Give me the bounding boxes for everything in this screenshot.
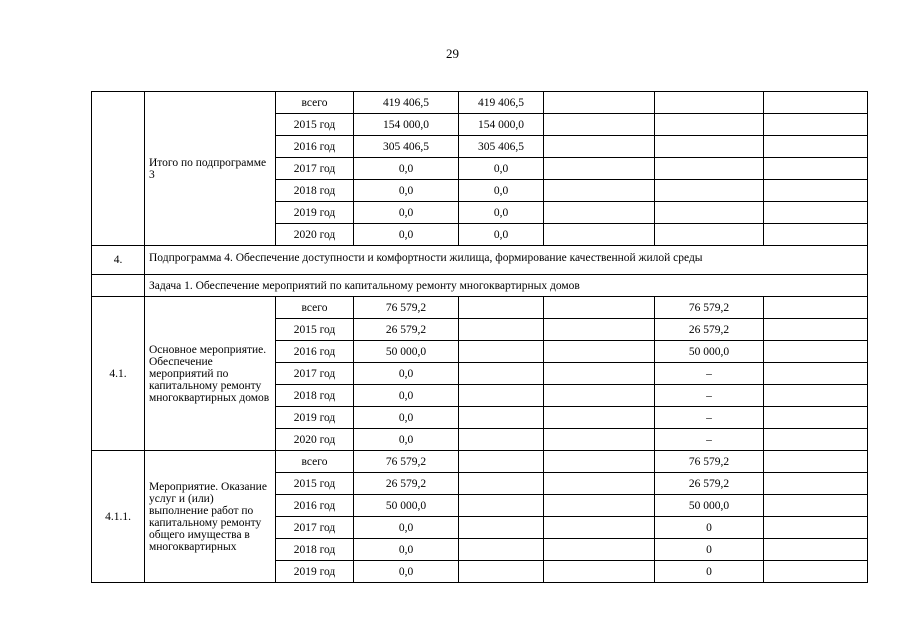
year-cell: 2017 год (276, 363, 354, 385)
year-cell: всего (276, 297, 354, 319)
value-cell: – (655, 363, 764, 385)
value-cell: 50 000,0 (655, 495, 764, 517)
task-title: Задача 1. Обеспечение мероприятий по капитальному ремонту многоквартирных домов (145, 275, 868, 297)
total-cell: 76 579,2 (354, 297, 459, 319)
total-cell: 0,0 (354, 561, 459, 583)
year-cell: 2015 год (276, 319, 354, 341)
value-cell: 26 579,2 (655, 473, 764, 495)
total-cell: 50 000,0 (354, 495, 459, 517)
value-cell: – (655, 385, 764, 407)
year-cell: 2019 год (276, 202, 354, 224)
value-cell: 419 406,5 (459, 92, 544, 114)
total-cell: 0,0 (354, 539, 459, 561)
value-cell: 0 (655, 517, 764, 539)
year-cell: всего (276, 92, 354, 114)
year-cell: 2016 год (276, 495, 354, 517)
value-cell: 154 000,0 (459, 114, 544, 136)
total-cell: 0,0 (354, 158, 459, 180)
value-cell: 0 (655, 539, 764, 561)
year-cell: 2019 год (276, 561, 354, 583)
year-cell: 2016 год (276, 136, 354, 158)
year-cell: 2015 год (276, 473, 354, 495)
year-cell: 2019 год (276, 407, 354, 429)
value-cell: 0,0 (459, 224, 544, 246)
value-cell: 305 406,5 (459, 136, 544, 158)
budget-table (91, 91, 868, 583)
year-cell: 2015 год (276, 114, 354, 136)
total-cell: 0,0 (354, 517, 459, 539)
table-row (92, 92, 868, 114)
value-cell: 76 579,2 (655, 297, 764, 319)
task-row (92, 275, 868, 297)
total-cell: 0,0 (354, 202, 459, 224)
total-cell: 26 579,2 (354, 319, 459, 341)
value-cell: – (655, 429, 764, 451)
total-cell: 419 406,5 (354, 92, 459, 114)
total-cell: 0,0 (354, 224, 459, 246)
row-number-cell (92, 92, 145, 246)
value-cell: 50 000,0 (655, 341, 764, 363)
year-cell: 2017 год (276, 517, 354, 539)
total-cell: 50 000,0 (354, 341, 459, 363)
row-number-cell: 4.1. (92, 297, 145, 451)
row-number-cell: 4. (92, 246, 145, 275)
year-cell: всего (276, 451, 354, 473)
row-name-cell: Итого по подпрограмме 3 (145, 92, 276, 246)
total-cell: 26 579,2 (354, 473, 459, 495)
year-cell: 2018 год (276, 385, 354, 407)
page-number: 29 (446, 46, 459, 61)
year-cell: 2020 год (276, 429, 354, 451)
value-cell: 0,0 (459, 202, 544, 224)
row-name-cell: Мероприятие. Оказание услуг и (или) выполнение работ по капитальному ремонту общего имущества в многоквартирных (145, 451, 276, 583)
year-cell: 2018 год (276, 180, 354, 202)
total-cell: 76 579,2 (354, 451, 459, 473)
total-cell: 0,0 (354, 385, 459, 407)
total-cell: 0,0 (354, 180, 459, 202)
row-name-cell: Основное мероприятие. Обеспечение мероприятий по капитальному ремонту многоквартирных домов (145, 297, 276, 451)
year-cell: 2018 год (276, 539, 354, 561)
table-row (92, 451, 868, 473)
total-cell: 0,0 (354, 429, 459, 451)
row-number-cell: 4.1.1. (92, 451, 145, 583)
year-cell: 2016 год (276, 341, 354, 363)
table-row (92, 297, 868, 319)
subprogram-title: Подпрограмма 4. Обеспечение доступности и комфортности жилища, формирование качественной жилой среды (145, 246, 868, 275)
total-cell: 0,0 (354, 363, 459, 385)
value-cell: 26 579,2 (655, 319, 764, 341)
year-cell: 2017 год (276, 158, 354, 180)
value-cell: 0,0 (459, 158, 544, 180)
total-cell: 154 000,0 (354, 114, 459, 136)
subprogram-row (92, 246, 868, 275)
value-cell: 0 (655, 561, 764, 583)
value-cell: 0,0 (459, 180, 544, 202)
value-cell: – (655, 407, 764, 429)
total-cell: 0,0 (354, 407, 459, 429)
total-cell: 305 406,5 (354, 136, 459, 158)
value-cell: 76 579,2 (655, 451, 764, 473)
year-cell: 2020 год (276, 224, 354, 246)
